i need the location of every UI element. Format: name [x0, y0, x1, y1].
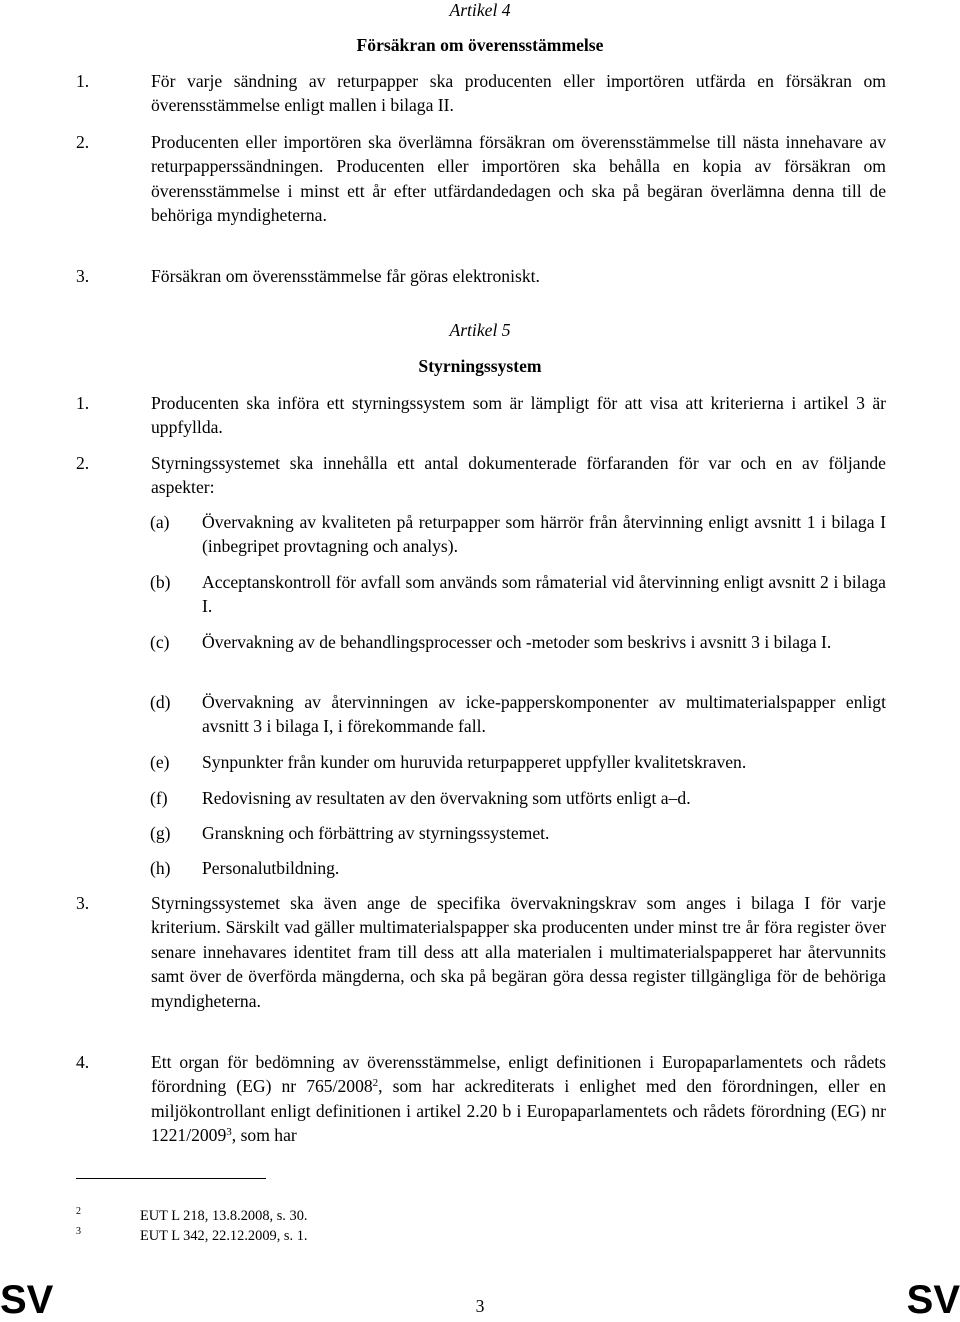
language-code-right: SV: [906, 1278, 960, 1322]
article-5-paragraph-1: [76, 391, 886, 440]
article-4-paragraph-1: [76, 69, 886, 118]
article-4-paragraph-2: [76, 130, 886, 228]
language-code-left: SV: [0, 1278, 54, 1322]
list-item-label: (d): [150, 692, 171, 712]
paragraph-number: 3.: [76, 266, 90, 286]
list-item-text: Övervakning av de behandlingsprocesser och -metoder som beskrivs i avsnitt 3 i bilaga I.: [202, 632, 832, 652]
article-5-paragraph-2: [76, 451, 886, 500]
list-item-text: Acceptanskontroll för avfall som används som råmaterial vid återvinning enligt avsnitt 2 i bilaga I.: [202, 572, 886, 617]
list-item: [150, 570, 886, 619]
paragraph-text: Producenten ska införa ett styrningssystem som är lämpligt för att visa att kriterierna i artikel 3 är uppfyllda.: [151, 393, 886, 438]
list-item: [150, 821, 886, 845]
article-4-title: Försäkran om överensstämmelse: [356, 35, 604, 55]
paragraph-text: Styrningssystemet ska även ange de specifika övervakningskrav som anges i bilaga I för varje kriterium. Särskilt vad gäller multimaterialspapper ska producenten under minst tre år föra register över senare innehavares identitet fram till dess att alla materialen i multimaterialspapperet har återvunnits samt över de överförda mängderna, och ska på begäran göra dessa register tillgängliga för de behöriga myndigheterna.: [151, 893, 886, 1011]
list-item-label: (g): [150, 823, 171, 843]
list-item-label: (f): [150, 788, 168, 808]
footnote-text: EUT L 218, 13.8.2008, s. 30.: [140, 1208, 308, 1224]
footnote-ref[interactable]: 2: [372, 1077, 379, 1090]
list-item: [150, 630, 886, 654]
article-4-paragraph-3: [76, 264, 886, 288]
paragraph-text: Styrningssystemet ska innehålla ett antal dokumenterade förfaranden för var och en av följande aspekter:: [151, 453, 886, 498]
list-item-text: Övervakning av kvaliteten på returpapper som härrör från återvinning enligt avsnitt 1 i bilaga I (inbegripet provtagning och analys).: [202, 512, 886, 557]
paragraph-number: 2.: [76, 132, 90, 152]
list-item-text: Synpunkter från kunder om huruvida returpapperet uppfyller kvalitetskraven.: [202, 752, 747, 772]
article-4-label: Artikel 4: [449, 0, 511, 20]
list-item-text: Redovisning av resultaten av den övervakning som utförts enligt a–d.: [202, 788, 691, 808]
list-item: [150, 690, 886, 739]
article-5-title: Styrningssystem: [418, 356, 542, 376]
paragraph-text: Producenten eller importören ska överlämna försäkran om överensstämmelse till nästa innehavare av returpapperssändningen. Producenten eller importören ska behålla en kopia av försäkran om överensstämmelse i minst ett år efter utfärdandedagen och ska på begäran överlämna denna till de behöriga myndigheterna.: [151, 132, 886, 226]
paragraph-text: Försäkran om överensstämmelse får göras elektroniskt.: [151, 266, 540, 286]
list-item-label: (b): [150, 572, 171, 592]
footnote-separator: [76, 1178, 266, 1179]
paragraph-number: 2.: [76, 453, 90, 473]
list-item: [150, 856, 886, 880]
page-number: 3: [475, 1296, 485, 1316]
list-item-text: Övervakning av återvinningen av icke-papperskomponenter av multimaterialspapper enligt avsnitt 3 i bilaga I, i förekommande fall.: [202, 692, 886, 737]
paragraph-number: 3.: [76, 893, 90, 913]
paragraph-text-part: , som har ackrediterats i enlighet med den förordningen, eller en miljökontrollant enligt definitionen i artikel 2.20 b i Europaparlamentets och rådets förordning (EG) nr 1221/2009: [151, 1076, 886, 1146]
footnote-text: EUT L 342, 22.12.2009, s. 1.: [140, 1228, 308, 1244]
list-item-label: (a): [150, 512, 170, 532]
paragraph-text: [151, 1050, 886, 1148]
article-5-paragraph-4: [76, 1050, 886, 1148]
paragraph-text: För varje sändning av returpapper ska producenten eller importören utfärda en försäkran om överensstämmelse enligt mallen i bilaga II.: [151, 71, 886, 116]
paragraph-number: 1.: [76, 71, 90, 91]
footnote-number: 2: [76, 1206, 81, 1217]
article-5-label: Artikel 5: [449, 320, 511, 340]
paragraph-text-part: Ett organ för bedömning av överensstämmelse, enligt definitionen i Europaparlamentets och rådets förordning (EG) nr 765/2008: [151, 1052, 886, 1097]
list-item-text: Granskning och förbättring av styrningssystemet.: [202, 823, 550, 843]
list-item: [150, 786, 886, 810]
footnote-number: 3: [76, 1226, 81, 1237]
list-item-text: Personalutbildning.: [202, 858, 340, 878]
list-item-label: (h): [150, 858, 171, 878]
list-item: [150, 750, 886, 774]
list-item: [150, 510, 886, 559]
paragraph-number: 4.: [76, 1052, 90, 1072]
paragraph-number: 1.: [76, 393, 90, 413]
list-item-label: (c): [150, 632, 170, 652]
article-5-paragraph-3: [76, 891, 886, 1013]
footnote-ref[interactable]: 3: [226, 1126, 232, 1139]
list-item-label: (e): [150, 752, 170, 772]
paragraph-text-part: , som har: [231, 1125, 297, 1146]
